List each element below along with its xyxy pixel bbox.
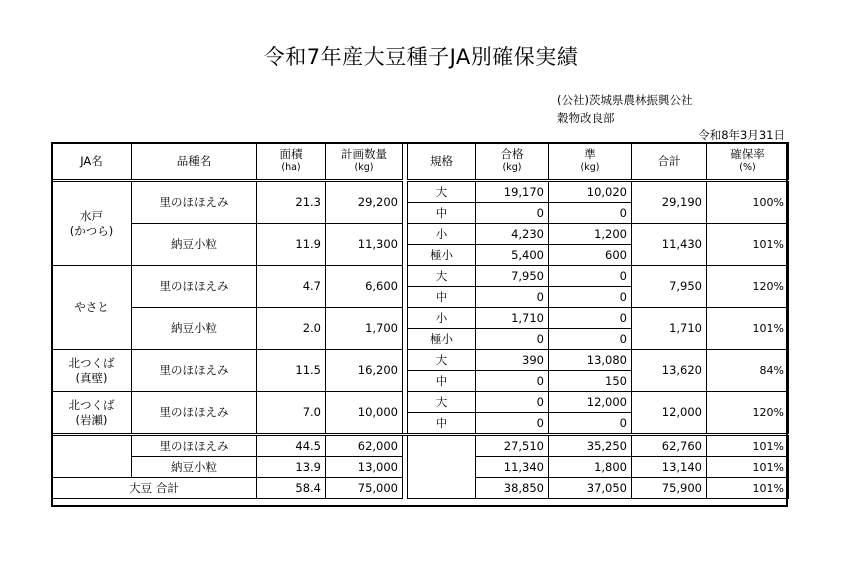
report-date: 令和8年3月31日 xyxy=(698,128,785,142)
rate-cell: 101% xyxy=(707,308,789,350)
header-area: 面積 (ha) xyxy=(257,143,326,181)
spec-cell: 小 xyxy=(408,224,476,245)
header-pass: 合格 (kg) xyxy=(476,143,549,181)
total-cell: 13,620 xyxy=(632,350,707,392)
variety-name-cell: 納豆小粒 xyxy=(132,308,257,350)
table-body xyxy=(52,181,789,499)
ja-name-cell: 水戸 (かつら) xyxy=(52,181,132,266)
area-cell: 7.0 xyxy=(257,392,326,435)
area-cell: 2.0 xyxy=(257,308,326,350)
organization-name: (公社)茨城県農林振興公社 xyxy=(557,93,693,107)
header-variety: 品種名 xyxy=(132,143,257,181)
semi-cell: 0 xyxy=(549,266,632,287)
header-rate: 確保率 (%) xyxy=(707,143,789,181)
rate-cell: 101% xyxy=(707,224,789,266)
pass-cell: 0 xyxy=(476,392,549,413)
table-row xyxy=(52,392,789,413)
total-cell: 11,430 xyxy=(632,224,707,266)
semi-cell: 0 xyxy=(549,308,632,329)
semi-cell: 150 xyxy=(549,371,632,392)
summary-spec-cell xyxy=(408,435,476,499)
ja-name-cell: 北つくば (岩瀬) xyxy=(52,392,132,435)
planned-cell: 11,300 xyxy=(326,224,403,266)
table-row xyxy=(52,350,789,371)
spec-cell: 大 xyxy=(408,350,476,371)
summary-variety-cell: 里のほほえみ xyxy=(132,435,257,457)
total-cell: 7,950 xyxy=(632,266,707,308)
rate-cell: 120% xyxy=(707,392,789,435)
pass-cell: 1,710 xyxy=(476,308,549,329)
variety-name-cell: 里のほほえみ xyxy=(132,392,257,435)
semi-cell: 13,080 xyxy=(549,350,632,371)
semi-cell: 10,020 xyxy=(549,181,632,203)
spec-cell: 小 xyxy=(408,308,476,329)
summary-area-cell: 13.9 xyxy=(257,457,326,478)
semi-cell: 600 xyxy=(549,245,632,266)
spec-cell: 大 xyxy=(408,181,476,203)
summary-semi-cell: 35,250 xyxy=(549,435,632,457)
rate-cell: 84% xyxy=(707,350,789,392)
header-total: 合計 xyxy=(632,143,707,181)
pass-cell: 0 xyxy=(476,371,549,392)
semi-cell: 0 xyxy=(549,413,632,435)
spec-cell: 極小 xyxy=(408,329,476,350)
pass-cell: 4,230 xyxy=(476,224,549,245)
grand-total-planned: 75,000 xyxy=(326,478,403,499)
header-row xyxy=(52,143,789,181)
semi-cell: 12,000 xyxy=(549,392,632,413)
semi-cell: 0 xyxy=(549,203,632,224)
summary-planned-cell: 62,000 xyxy=(326,435,403,457)
grand-total-area: 58.4 xyxy=(257,478,326,499)
pass-cell: 0 xyxy=(476,203,549,224)
column-gap xyxy=(403,457,408,478)
summary-planned-cell: 13,000 xyxy=(326,457,403,478)
summary-semi-cell: 1,800 xyxy=(549,457,632,478)
ja-name-cell: やさと xyxy=(52,266,132,350)
pass-cell: 19,170 xyxy=(476,181,549,203)
planned-cell: 29,200 xyxy=(326,181,403,224)
grand-total-label: 大豆 合計 xyxy=(52,478,257,499)
spec-cell: 大 xyxy=(408,266,476,287)
pass-cell: 5,400 xyxy=(476,245,549,266)
variety-name-cell: 里のほほえみ xyxy=(132,350,257,392)
spec-cell: 大 xyxy=(408,392,476,413)
semi-cell: 1,200 xyxy=(549,224,632,245)
summary-pass-cell: 11,340 xyxy=(476,457,549,478)
planned-cell: 6,600 xyxy=(326,266,403,308)
total-cell: 29,190 xyxy=(632,181,707,224)
planned-cell: 16,200 xyxy=(326,350,403,392)
grand-total-semi: 37,050 xyxy=(549,478,632,499)
summary-variety-cell: 納豆小粒 xyxy=(132,457,257,478)
grand-total-rate: 101% xyxy=(707,478,789,499)
summary-pass-cell: 27,510 xyxy=(476,435,549,457)
total-cell: 12,000 xyxy=(632,392,707,435)
spec-cell: 中 xyxy=(408,203,476,224)
header-ja: JA名 xyxy=(52,143,132,181)
pass-cell: 7,950 xyxy=(476,266,549,287)
summary-total-cell: 13,140 xyxy=(632,457,707,478)
variety-name-cell: 里のほほえみ xyxy=(132,181,257,224)
header-planned: 計画数量 (kg) xyxy=(326,143,403,181)
spec-cell: 中 xyxy=(408,371,476,392)
rate-cell: 100% xyxy=(707,181,789,224)
summary-area-cell: 44.5 xyxy=(257,435,326,457)
page-title: 令和7年産大豆種子JA別確保実績 xyxy=(263,45,579,69)
planned-cell: 1,700 xyxy=(326,308,403,350)
summary-rate-cell: 101% xyxy=(707,457,789,478)
header-spec: 規格 xyxy=(408,143,476,181)
table-row xyxy=(52,224,789,245)
ja-name-cell: 北つくば (真壁) xyxy=(52,350,132,392)
area-cell: 21.3 xyxy=(257,181,326,224)
table-row xyxy=(52,308,789,329)
rate-cell: 120% xyxy=(707,266,789,308)
total-cell: 1,710 xyxy=(632,308,707,350)
semi-cell: 0 xyxy=(549,329,632,350)
results-table xyxy=(51,142,789,499)
summary-total-cell: 62,760 xyxy=(632,435,707,457)
variety-name-cell: 里のほほえみ xyxy=(132,266,257,308)
spec-cell: 中 xyxy=(408,413,476,435)
pass-cell: 0 xyxy=(476,413,549,435)
pass-cell: 0 xyxy=(476,287,549,308)
summary-row xyxy=(52,435,789,457)
header-semi: 準 (kg) xyxy=(549,143,632,181)
table-row xyxy=(52,181,789,203)
spec-cell: 極小 xyxy=(408,245,476,266)
pass-cell: 0 xyxy=(476,329,549,350)
column-gap xyxy=(403,478,408,499)
area-cell: 11.9 xyxy=(257,224,326,266)
summary-ja-cell xyxy=(52,435,132,478)
grand-total-total: 75,900 xyxy=(632,478,707,499)
pass-cell: 390 xyxy=(476,350,549,371)
summary-rate-cell: 101% xyxy=(707,435,789,457)
grand-total-pass: 38,850 xyxy=(476,478,549,499)
area-cell: 4.7 xyxy=(257,266,326,308)
variety-name-cell: 納豆小粒 xyxy=(132,224,257,266)
spec-cell: 中 xyxy=(408,287,476,308)
planned-cell: 10,000 xyxy=(326,392,403,435)
semi-cell: 0 xyxy=(549,287,632,308)
area-cell: 11.5 xyxy=(257,350,326,392)
table-row xyxy=(52,266,789,287)
department-name: 穀物改良部 xyxy=(557,111,615,125)
